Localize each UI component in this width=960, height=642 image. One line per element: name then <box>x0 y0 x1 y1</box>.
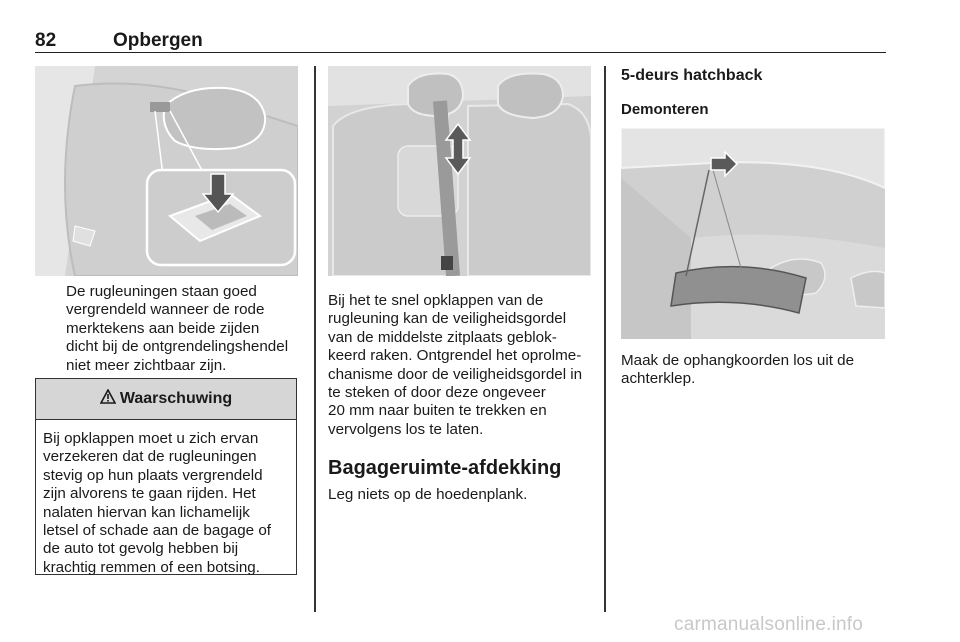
warning-line: zijn alvorens te gaan rijden. Het <box>43 485 256 503</box>
paragraph-line: chanisme door de veiligheidsgordel in <box>328 365 583 383</box>
section-title: Bagageruimte-afdekking <box>328 457 562 479</box>
caption-line: merktekens aan beide zijden <box>66 319 260 337</box>
section-text: Leg niets op de hoedenplank. <box>328 486 528 503</box>
column-divider-2 <box>604 66 606 612</box>
caption-line: De rugleuningen staan goed <box>66 283 257 300</box>
warning-line: de auto tot gevolg hebben bij <box>43 540 239 558</box>
belt-paragraph <box>328 292 582 439</box>
warning-box <box>35 378 297 575</box>
warning-line: letsel of schade aan de bagage of <box>43 522 271 540</box>
figure-tailgate-cover <box>621 128 885 339</box>
caption-line: achterklep. <box>621 370 696 388</box>
warning-line: Bij opklappen moet u zich ervan <box>43 430 259 447</box>
warning-header <box>36 379 296 420</box>
figure-rear-seat-belt <box>328 66 591 276</box>
warning-text <box>36 420 296 577</box>
warning-line: krachtig remmen of een botsing. <box>43 558 260 576</box>
warning-line: stevig op hun plaats vergrendeld <box>43 466 263 484</box>
caption-line: dicht bij de ontgrendelingshendel <box>66 338 289 356</box>
figure-seat-latch <box>35 66 298 276</box>
warning-triangle-icon <box>100 389 116 409</box>
paragraph-line: vervolgens los te laten. <box>328 420 484 438</box>
page-title: Opbergen <box>113 30 203 51</box>
caption-line: niet meer zichtbaar zijn. <box>66 356 227 374</box>
warning-line: verzekeren dat de rugleuningen <box>43 448 257 466</box>
watermark: carmanualsonline.info <box>674 614 864 635</box>
figure-caption-3 <box>621 352 854 389</box>
warning-title: Waarschuwing <box>119 390 233 407</box>
page-number: 82 <box>35 30 57 51</box>
paragraph-line: te steken of door deze ongeveer <box>328 384 546 402</box>
caption-line: Maak de ophangkoorden los uit de <box>621 352 855 369</box>
paragraph-line: rugleuning kan de veiligheidsgordel <box>328 310 567 328</box>
paragraph-line: Bij het te snel opklappen van de <box>328 292 544 309</box>
warning-line: nalaten hiervan kan lichamelijk <box>43 503 250 521</box>
page-header <box>35 24 886 53</box>
paragraph-line: van de middelste zitplaats geblok- <box>328 328 557 346</box>
subsection-title: 5-deurs hatchback <box>621 67 763 84</box>
subsubsection-title: Demonteren <box>621 101 709 118</box>
caption-line: vergrendeld wanneer de rode <box>66 301 265 319</box>
paragraph-line: 20 mm naar buiten te trekken en <box>328 402 547 420</box>
figure-caption-1 <box>66 283 288 375</box>
paragraph-line: keerd raken. Ontgrendel het oprolme- <box>328 347 582 365</box>
column-divider-1 <box>314 66 316 612</box>
